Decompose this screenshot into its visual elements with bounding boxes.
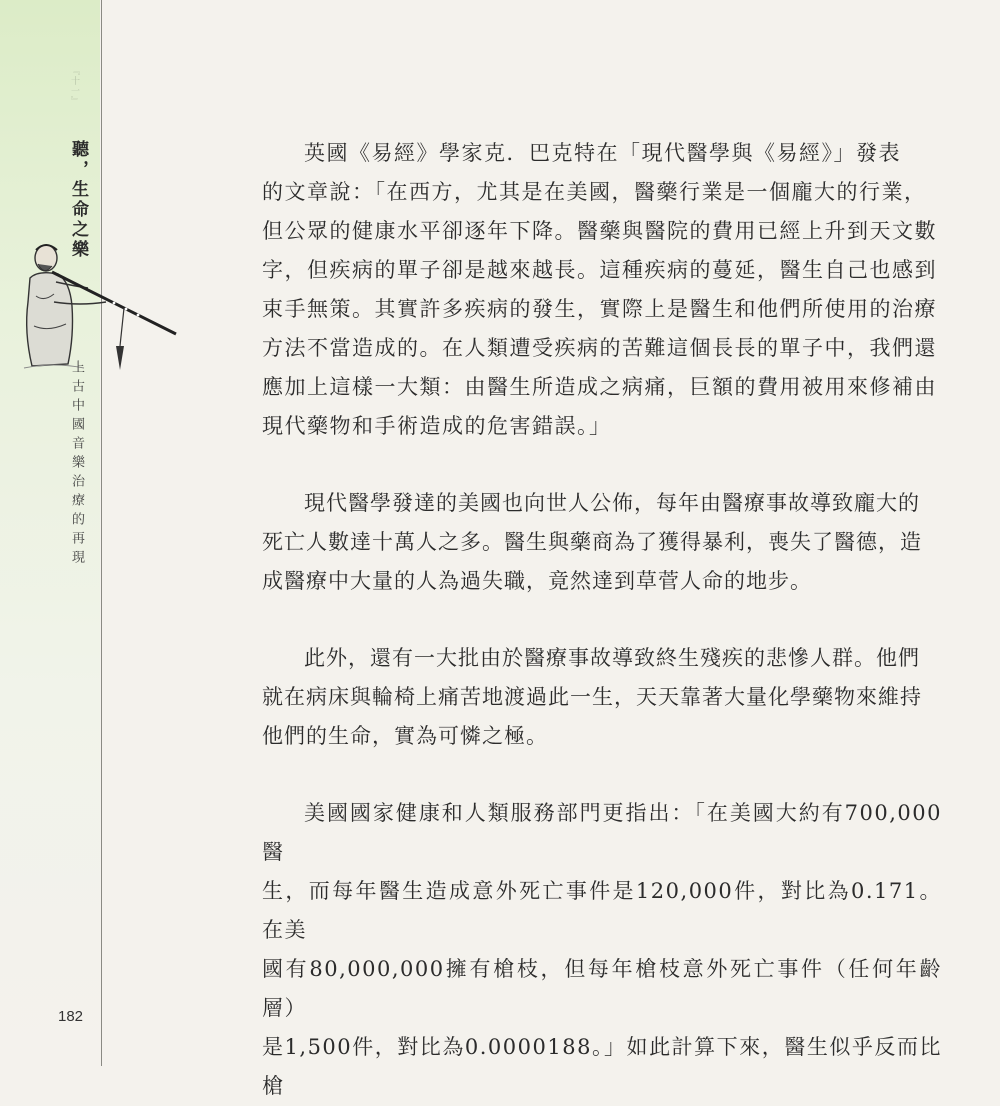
paragraph-us-deaths: 現代醫學發達的美國也向世人公佈，每年由醫療事故導致龐大的 死亡人數達十萬人之多。醫生與藥商為了獲得暴利，喪失了醫德，造 成醫療中大量的人為過失職，竟然達到草菅人命的地步。 (262, 491, 922, 593)
chapter-title: 上古中國音樂治療的再現 (69, 360, 84, 569)
paragraph-quote-bake: 英國《易經》學家克．巴克特在「現代醫學與《易經》」發表 的文章說：「在西方，尤其是在美國，醫藥行業是一個龐大的行業， 但公眾的健康水平卻逐年下降。醫藥與醫院的費用已經上升到天文數 字，但疾病的單子卻是越來越長。這種疾病的蔓延，醫生自己也感到 束手無策。其實許多疾病的發生，實際上是醫生和他們所使用的治療 方法不當造成的。在人類遭受疾病的苦難這個長長的單子中，我們還 應加上這樣一大類：由醫生所造成之病痛，巨額的費用被用來修補由 現代藥物和手術造成的危害錯誤。」 (262, 141, 937, 438)
page-number: 182 (58, 1008, 84, 1025)
paragraph-hhs-statistics: 美國國家健康和人類服務部門更指出：「在美國大約有700,000醫 生，而每年醫生造成意外死亡事件是120,000件，對比為0.171。在美 國有80,000,000擁有槍枝，但每年槍枝意外死亡事件（任何年齡層） 是1,500件，對比為0.0000188。」如此計算下來，醫生似乎反而比槍 (262, 801, 942, 1098)
margin-divider (101, 0, 102, 1066)
chapter-mark: 『十一』 (69, 66, 79, 106)
book-title: 聽，生命之樂 (68, 140, 88, 260)
flute-player-illustration (14, 236, 182, 386)
paragraph-disabled: 此外，還有一大批由於醫療事故導致終生殘疾的悲慘人群。他們 就在病床與輪椅上痛苦地渡過此一生，天天靠著大量化學藥物來維持 他們的生命，實為可憐之極。 (262, 646, 922, 748)
body-text (262, 134, 942, 1106)
